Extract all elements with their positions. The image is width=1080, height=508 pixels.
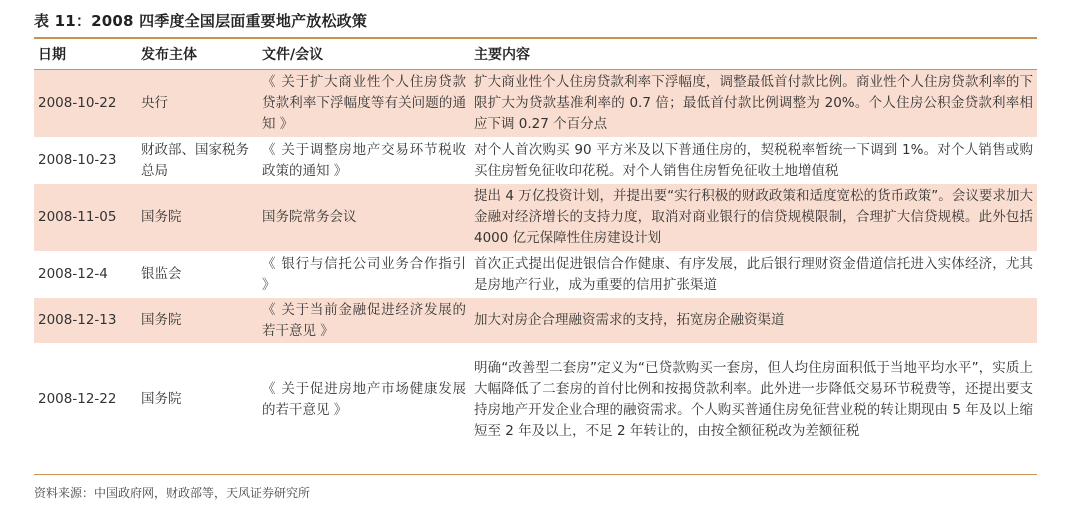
table-row bbox=[34, 184, 1037, 252]
cell-date: 2008-10-22 bbox=[34, 70, 137, 138]
top-divider bbox=[34, 37, 1037, 39]
cell-document: 《 银行与信托公司业务合作指引 》 bbox=[258, 252, 470, 298]
bottom-divider bbox=[34, 474, 1037, 475]
cell-issuer: 国务院 bbox=[137, 184, 258, 252]
cell-document: 国务院常务会议 bbox=[258, 184, 470, 252]
cell-date: 2008-11-05 bbox=[34, 184, 137, 252]
cell-date: 2008-12-13 bbox=[34, 298, 137, 344]
table-caption: 表 11：2008 四季度全国层面重要地产放松政策 bbox=[34, 12, 368, 30]
table-row bbox=[34, 70, 1037, 138]
cell-issuer: 银监会 bbox=[137, 252, 258, 298]
header-date: 日期 bbox=[34, 41, 137, 70]
table-row bbox=[34, 344, 1037, 456]
policy-table bbox=[34, 41, 1037, 456]
cell-issuer: 国务院 bbox=[137, 344, 258, 456]
cell-document: 《 关于调整房地产交易环节税收政策的通知 》 bbox=[258, 138, 470, 184]
table-header-row bbox=[34, 41, 1037, 70]
table-row bbox=[34, 138, 1037, 184]
header-document: 文件/会议 bbox=[258, 41, 470, 70]
cell-content: 提出 4 万亿投资计划，并提出要“实行积极的财政政策和适度宽松的货币政策”。会议要求加大金融对经济增长的支持力度，取消对商业银行的信贷规模限制，合理扩大信贷规模。此外包括 4000 亿元保障性住房建设计划 bbox=[470, 184, 1037, 252]
source-note: 资料来源：中国政府网，财政部等，天风证券研究所 bbox=[34, 486, 311, 500]
cell-date: 2008-12-4 bbox=[34, 252, 137, 298]
cell-issuer: 财政部、国家税务总局 bbox=[137, 138, 258, 184]
cell-content: 首次正式提出促进银信合作健康、有序发展，此后银行理财资金借道信托进入实体经济，尤其是房地产行业，成为重要的信用扩张渠道 bbox=[470, 252, 1037, 298]
table-row bbox=[34, 298, 1037, 344]
cell-content: 扩大商业性个人住房贷款利率下浮幅度，调整最低首付款比例。商业性个人住房贷款利率的下限扩大为贷款基准利率的 0.7 倍；最低首付款比例调整为 20%。个人住房公积金贷款利率相应下调 0.27 个百分点 bbox=[470, 70, 1037, 138]
cell-content: 对个人首次购买 90 平方米及以下普通住房的，契税税率暂统一下调到 1%。对个人销售或购买住房暂免征收印花税。对个人销售住房暂免征收土地增值税 bbox=[470, 138, 1037, 184]
table-row bbox=[34, 252, 1037, 298]
cell-issuer: 国务院 bbox=[137, 298, 258, 344]
cell-document: 《 关于促进房地产市场健康发展的若干意见 》 bbox=[258, 344, 470, 456]
cell-date: 2008-10-23 bbox=[34, 138, 137, 184]
cell-content: 明确“改善型二套房”定义为“已贷款购买一套房，但人均住房面积低于当地平均水平”，实质上大幅降低了二套房的首付比例和按揭贷款利率。此外进一步降低交易环节税费等，还提出要支持房地产开发企业合理的融资需求。个人购买普通住房免征营业税的转让期现由 5 年及以上缩短至 2 年及以上，不足 2 年转让的，由按全额征税改为差额征税 bbox=[470, 344, 1037, 456]
cell-date: 2008-12-22 bbox=[34, 344, 137, 456]
header-content: 主要内容 bbox=[470, 41, 1037, 70]
header-issuer: 发布主体 bbox=[137, 41, 258, 70]
cell-content: 加大对房企合理融资需求的支持，拓宽房企融资渠道 bbox=[470, 298, 1037, 344]
cell-document: 《 关于扩大商业性个人住房贷款贷款利率下浮幅度等有关问题的通知 》 bbox=[258, 70, 470, 138]
cell-document: 《 关于当前金融促进经济发展的若干意见 》 bbox=[258, 298, 470, 344]
cell-issuer: 央行 bbox=[137, 70, 258, 138]
